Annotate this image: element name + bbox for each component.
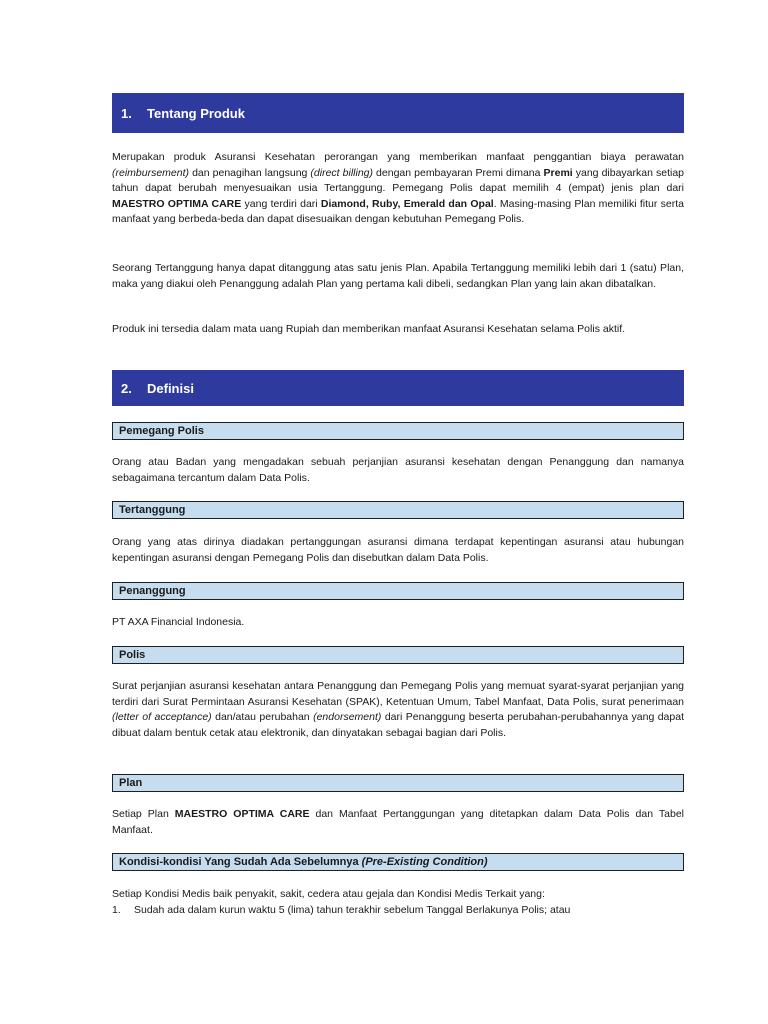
- tentang-produk-paragraph-3: Produk ini tersedia dalam mata uang Rupiah dan memberikan manfaat Asuransi Kesehatan selama Polis aktif.: [112, 323, 626, 335]
- definition-term-pemegang-polis: [112, 422, 684, 440]
- definition-text-penanggung: PT AXA Financial Indonesia.: [112, 616, 245, 628]
- definition-text-pre-existing-condition: Setiap Kondisi Medis baik penyakit, sakit, cedera atau gejala dan Kondisi Medis Terkait yang:: [112, 888, 545, 900]
- definition-text-plan: [112, 807, 684, 838]
- list-item-text: Sudah ada dalam kurun waktu 5 (lima) tahun terakhir sebelum Tanggal Berlakunya Polis; atau: [134, 904, 571, 916]
- section-number: 1.: [121, 105, 132, 121]
- text-run: dari Penanggung beserta perubahan-perubahannya yang dapat dibuat dalam bentuk cetak atau elektronik, dan dinyatakan sebagai bagian dari Polis.: [112, 711, 684, 739]
- text-run: dengan pembayaran Premi dimana: [373, 166, 544, 179]
- term-label: Pemegang Polis: [119, 425, 204, 437]
- section-number: 2.: [121, 380, 132, 396]
- text-run: dan Manfaat Pertanggungan yang ditetapkan dalam Data Polis dan Tabel Manfaat.: [112, 808, 684, 836]
- text-run-bold: MAESTRO OPTIMA CARE: [174, 808, 310, 820]
- term-label: Polis: [119, 649, 146, 661]
- section-title: Tentang Produk: [147, 105, 245, 121]
- term-label: Plan: [119, 777, 143, 789]
- text-run-bold: Premi: [543, 166, 573, 179]
- section-header-definisi: [112, 370, 684, 406]
- text-run: dan/atau perubahan: [211, 711, 314, 723]
- definition-text-pemegang-polis: Orang atau Badan yang mengadakan sebuah perjanjian asuransi kesehatan dengan Penanggung dan namanya sebagaimana tercantum dalam Data Polis.: [112, 456, 684, 484]
- text-run: dan penagihan langsung: [189, 166, 311, 179]
- section-title: Definisi: [147, 380, 194, 396]
- definition-term-tertanggung: [112, 501, 684, 519]
- section-header-tentang-produk: [112, 93, 684, 133]
- text-run: Setiap Plan: [112, 808, 175, 820]
- text-run-bold: Diamond, Ruby, Emerald dan Opal: [320, 197, 494, 210]
- text-run-italic: (letter of acceptance): [112, 711, 212, 723]
- definition-term-polis: [112, 646, 684, 664]
- text-run: Surat perjanjian asuransi kesehatan antara Penanggung dan Pemegang Polis yang memuat syarat-syarat perjanjian yang terdiri dari Surat Permintaan Asuransi Kesehatan (SPAK), Ketentuan Umum, Tabel Manfaat, Data Polis, surat penerimaan: [112, 680, 684, 708]
- definition-text-tertanggung: Orang yang atas dirinya diadakan pertanggungan asuransi dimana terdapat kepentingan asuransi atau hubungan kepentingan asuransi dengan Pemegang Polis dan disebutkan dalam Data Polis.: [112, 536, 684, 564]
- text-run-italic: (reimbursement): [112, 166, 190, 179]
- definition-term-penanggung: [112, 582, 684, 600]
- tentang-produk-paragraph-2: Seorang Tertanggung hanya dapat ditanggung atas satu jenis Plan. Apabila Tertanggung memiliki lebih dari 1 (satu) Plan, maka yang diakui oleh Penanggung adalah Plan yang pertama kali dibeli, sedangkan Plan yang lain akan dibatalkan.: [112, 262, 684, 290]
- text-run: yang dibayarkan setiap tahun dapat berubah menyesuaikan usia Tertanggung. Pemegang Polis dapat memilih 4 (empat) jenis plan dari: [112, 166, 685, 194]
- text-run-bold: MAESTRO OPTIMA CARE: [112, 197, 242, 210]
- text-run: Merupakan produk Asuransi Kesehatan perorangan yang memberikan manfaat penggantian biaya perawatan: [112, 151, 684, 163]
- list-item: [112, 903, 684, 919]
- definition-term-pre-existing-condition: [112, 853, 684, 871]
- definition-text-polis: [112, 679, 684, 741]
- term-label: Tertanggung: [119, 504, 186, 516]
- text-run-italic: (endorsement): [313, 711, 382, 723]
- text-run: . Masing-masing Plan memiliki fitur serta manfaat yang berbeda-beda dan dapat disesuaikan dengan kebutuhan Pemegang Polis.: [112, 197, 685, 225]
- term-label-italic: (Pre-Existing Condition): [361, 856, 488, 868]
- list-item-number: 1.: [112, 904, 121, 916]
- text-run: yang terdiri dari: [241, 197, 321, 210]
- tentang-produk-paragraph-1: [112, 150, 684, 228]
- text-run-italic: (direct billing): [310, 166, 373, 179]
- definition-term-plan: [112, 774, 684, 792]
- term-label: Penanggung: [119, 585, 186, 597]
- term-label: Kondisi-kondisi Yang Sudah Ada Sebelumnya: [119, 856, 362, 868]
